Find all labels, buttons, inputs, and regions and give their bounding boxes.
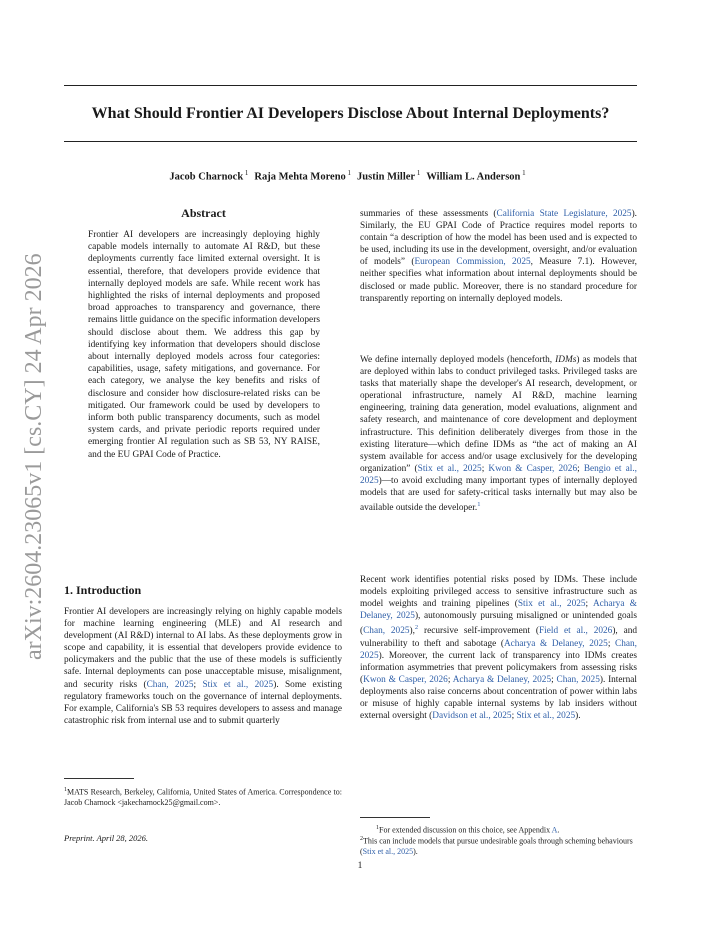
body-text: ). Moreover, the current lack of transparency into IDMs creates information asymmetries that prevent policymakers from assessing risks ( — [360, 650, 637, 685]
footnote-marker[interactable]: 2 — [414, 624, 419, 632]
citation-link[interactable]: California State Legislature, 2025 — [496, 209, 632, 219]
body-text: ; — [585, 599, 593, 610]
affiliation-footnote — [64, 785, 342, 808]
arxiv-stamp: arXiv:2604.23065v1 [cs.CY] 24 Apr 2026 — [21, 253, 47, 660]
citation-link[interactable]: Bengio et al., 2025 — [360, 463, 637, 486]
body-text: ). Internal deployments also raise concerns about concentration of power within labs or misuse of highly capable internal systems by lab insiders without external oversight ( — [360, 674, 637, 722]
footnote-marker[interactable]: 1 — [477, 501, 481, 509]
author-name: Justin Miller — [357, 171, 416, 183]
body-text: We define internally deployed models (henceforth, — [360, 355, 556, 365]
top-rule — [64, 85, 637, 86]
citation-link[interactable]: Stix et al., 2025 — [362, 846, 414, 856]
footnote-number: 1 — [376, 825, 379, 831]
right-paragraph-1 — [360, 208, 637, 305]
right-paragraph-3 — [360, 574, 637, 722]
right-footnote-rule — [360, 817, 430, 818]
preprint-notice: Preprint. April 28, 2026. — [64, 833, 149, 843]
footnote-2 — [360, 834, 640, 857]
citation-link[interactable]: Kwon & Casper, 2026 — [488, 463, 578, 474]
body-text: . — [557, 825, 560, 835]
author-list — [64, 166, 637, 185]
author-affiliation-mark: 1 — [243, 169, 249, 177]
body-text: ; — [607, 638, 616, 649]
citation-link[interactable]: Chan, 2025 — [146, 679, 194, 690]
right-paragraph-2 — [360, 354, 637, 514]
citation-link[interactable]: Acharya & Delaney, 2025 — [503, 638, 608, 649]
body-text: summaries of these assessments ( — [360, 209, 497, 219]
citation-link[interactable]: Chan, 2025 — [363, 626, 410, 637]
citation-link[interactable]: Chan, 2025 — [556, 674, 600, 685]
page-number: 1 — [357, 861, 363, 871]
citation-link[interactable]: European Commission, 2025 — [414, 257, 531, 268]
author-name: Raja Mehta Moreno — [254, 171, 346, 183]
footnote-number: 2 — [360, 836, 363, 842]
body-text: ; — [447, 674, 453, 685]
title-bottom-rule — [64, 141, 637, 142]
body-text: Frontier AI developers are increasingly relying on highly capable models for machine learning engineering (MLE) and AI research and development (AI R&D) internal to AI labs. As these deployments grow in scope and capability, it is essential that developers provide evidence to policymakers and the public that the use of these models is sufficiently safe. Internal deployments can pose unacceptable misuse, misalignment, and security risks ( — [64, 607, 342, 690]
body-text: ; — [193, 679, 203, 690]
body-text: ; — [551, 674, 557, 685]
citation-link[interactable]: Acharya & Delaney, 2025 — [452, 674, 552, 685]
footnote-mark: 1 — [64, 787, 67, 793]
author-affiliation-mark: 1 — [415, 169, 421, 177]
body-text: , Measure 7.1). However, neither specifies what information about internal deployments should be disclosed or made public. Moreover, there is no standard procedure for transparently reporting on internally deployed models. — [360, 257, 637, 304]
citation-link[interactable]: Stix et al., 2025 — [517, 599, 586, 610]
body-text: ), — [409, 626, 415, 637]
emphasis-text: IDMs — [555, 355, 577, 365]
citation-link[interactable]: A — [551, 825, 558, 835]
body-text: ). — [575, 711, 581, 722]
body-text: ). — [413, 846, 418, 856]
body-text: For extended discussion on this choice, see Appendix — [379, 825, 552, 835]
citation-link[interactable]: Field et al., 2026 — [538, 626, 613, 637]
body-text: ). Some existing regulatory frameworks touch on the governance of internal deployments. For example, California's SB 53 requires developers to assess and manage catastrophic risk from internal use and to submit quarterly — [64, 679, 342, 726]
body-text: ; — [511, 711, 517, 722]
body-text: ) as models that are deployed within labs to conduct privileged tasks. Privileged tasks are tasks that materially shape the developer's AI research, development, or operational infrastructure, namely AI R&D, machine learning engineering, training data generation, model evaluations, alignment and safety research, and maintenance of core development and deployment infrastructure. This definition deliberately diverges from those in the existing literature—which define IDMs as “the act of making an AI system available for access and/or usage exclusively for the developing organization” ( — [360, 355, 637, 474]
body-text: ; — [481, 463, 489, 474]
body-text: ), and vulnerability to theft and sabotage ( — [360, 626, 638, 649]
section-heading-introduction: 1. Introduction — [64, 583, 142, 597]
footnote-text: MATS Research, Berkeley, California, United States of America. Correspondence to: Jacob Charnock <jakecharnock25@gmail.com>. — [64, 787, 342, 807]
citation-link[interactable]: Stix et al., 2025 — [516, 711, 576, 722]
abstract-heading: Abstract — [181, 206, 226, 220]
left-footnote-rule — [64, 778, 134, 779]
author-affiliation-mark: 1 — [345, 169, 352, 177]
body-text: Recent work identifies potential risks posed by IDMs. These include models exploiting privileged access to sensitive infrastructure such as model weights and training pipelines ( — [360, 575, 637, 610]
paper-title: What Should Frontier AI Developers Disclose About Internal Deployments? — [91, 105, 610, 122]
body-text: recursive self-improvement ( — [418, 626, 539, 637]
body-text: )—to avoid excluding many important types of internally deployed models that are used for safety-critical tasks internally but may also be available outside the developer. — [360, 475, 637, 514]
citation-link[interactable]: Chan, 2025 — [360, 638, 637, 661]
author-affiliation-mark: 1 — [520, 169, 526, 177]
citation-link[interactable]: Stix et al., 2025 — [202, 679, 274, 690]
author-name: Jacob Charnock — [169, 171, 244, 183]
body-text: ), autonomously pursuing misaligned or unintended goals ( — [360, 611, 637, 637]
body-text: ). Similarly, the EU GPAI Code of Practice requires model reports to contain “a description of how the model has been used and is expected to be used, including its use in the development, oversight, and/or evaluation of models” ( — [360, 209, 637, 268]
body-text: ; — [577, 463, 584, 474]
abstract-text: Frontier AI developers are increasingly deploying highly capable models internally to automate AI R&D, but these deployments currently face limited external oversight. It is essential, therefore, that developers provide evidence that internally deployed models are safe. While recent work has highlighted the risks of internal deployments and proposed broad approaches to transparency and governance, there remains little guidance on the specific information developers should disclose about them. We address this gap by identifying key information that developers should disclose about internally deployed models across four categories: capabilities, usage, safety mitigations, and governance. For each category, we analyse the key benefits and risks of disclosure and consider how disclosure-related risks can be mitigated. Our framework could be used by developers to inform both public transparency documents, such as model system cards, and private periodic reports required under emerging frontier AI regulation such as SB 53, NY RAISE, and the EU GPAI Code of Practice. — [88, 230, 320, 460]
body-text: This can include models that pursue undesirable goals through scheming behaviours ( — [360, 836, 633, 856]
author-name: William L. Anderson — [426, 171, 521, 183]
citation-link[interactable]: Acharya & Delaney, 2025 — [360, 599, 638, 622]
citation-link[interactable]: Kwon & Casper, 2026 — [363, 674, 448, 685]
citation-link[interactable]: Stix et al., 2025 — [417, 463, 482, 474]
citation-link[interactable]: Davidson et al., 2025 — [432, 711, 512, 722]
intro-paragraph-1 — [64, 606, 342, 727]
